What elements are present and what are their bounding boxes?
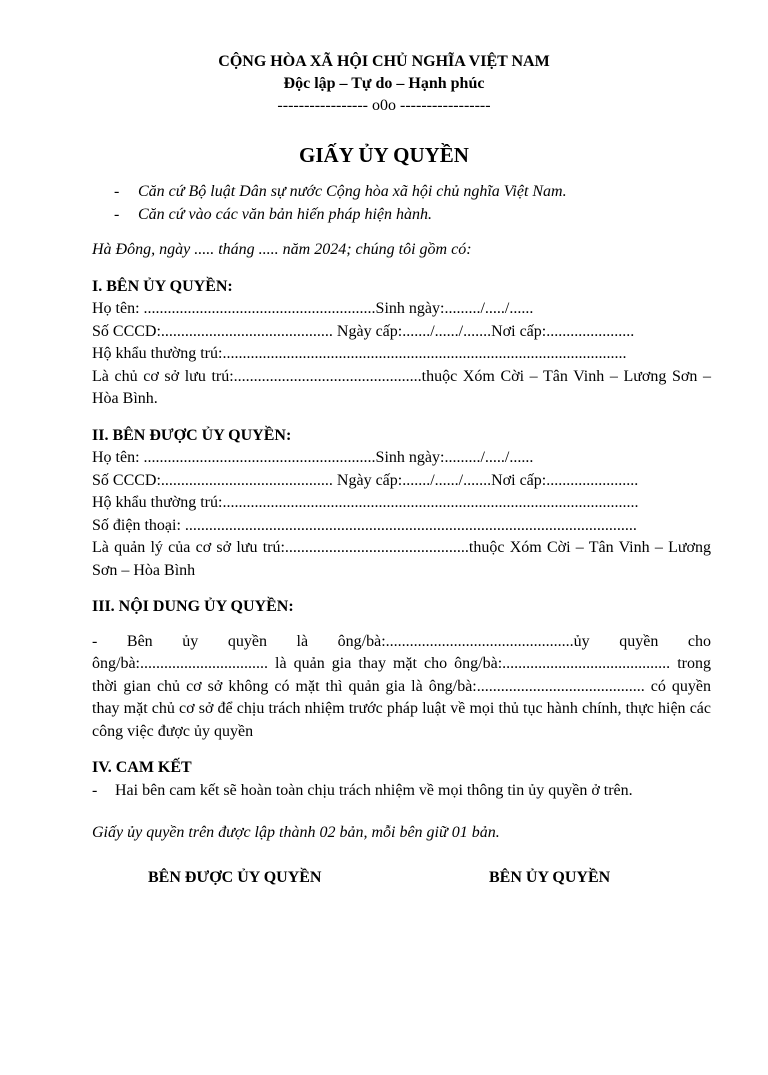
- section-authorized-party: [92, 425, 711, 583]
- name-field: Họ tên: ..........................................................Sinh ngày:........./...../......: [92, 300, 534, 317]
- document-header: [57, 51, 711, 117]
- motto: Độc lập – Tự do – Hạnh phúc: [283, 75, 485, 92]
- residence-field: Hộ khẩu thường trú:.....................................................................................................: [92, 345, 627, 362]
- section-heading: IV. CAM KẾT: [92, 759, 192, 776]
- closing-statement: Giấy ủy quyền trên được lập thành 02 bản, mỗi bên giữ 01 bản.: [92, 824, 500, 841]
- id-card-field: Số CCCD:........................................... Ngày cấp:......./....../.......Nơi cấp:.......................: [92, 471, 639, 489]
- authorization-content-text: - Bên ủy quyền là ông/bà:...............................................ủy quyền cho ông/bà:................................ là quản gia thay mặt cho ông/bà:.......................................... trong thời gian chủ cơ sở không có mặt thì quản gia là ông/bà:.......................................... có quyền thay mặt chủ cơ sở để chịu trách nhiệm trước pháp luật về mọi thủ tục hành chính, thực hiện các công việc được ủy quyền: [92, 632, 711, 740]
- id-card-field: Số CCCD:........................................... Ngày cấp:......./....../.......Nơi cấp:......................: [92, 322, 635, 340]
- bullet-dash: -: [114, 205, 120, 223]
- signature-authorizing-party: BÊN ỦY QUYỀN: [489, 868, 611, 886]
- commitment-item: [92, 780, 711, 803]
- signature-block: [92, 867, 711, 891]
- owner-field: Là chủ cơ sở lưu trú:...............................................thuộc Xóm Cời – Tân Vinh – Lương Sơn – Hòa Bình.: [92, 367, 711, 407]
- section-authorization-content: [92, 596, 711, 743]
- commitment-text: Hai bên cam kết sẽ hoàn toàn chịu trách nhiệm về mọi thông tin ủy quyền ở trên.: [115, 781, 633, 799]
- legal-basis-item: [92, 181, 711, 204]
- legal-basis-item: [92, 204, 711, 227]
- phone-field: Số điện thoại: .................................................................................................................: [92, 516, 637, 534]
- manager-field: Là quản lý của cơ sở lưu trú:..............................................thuộc Xóm Cời – Tân Vinh – Lương Sơn – Hòa Bình: [92, 539, 711, 579]
- section-heading: II. BÊN ĐƯỢC ỦY QUYỀN:: [92, 426, 292, 444]
- document-page: [0, 51, 768, 1075]
- section-authorizing-party: [92, 276, 711, 411]
- bullet-dash: -: [92, 781, 98, 799]
- legal-basis-text: Căn cứ vào các văn bản hiến pháp hiện hành.: [138, 205, 432, 223]
- section-commitment: [92, 757, 711, 802]
- residence-field: Hộ khẩu thường trú:........................................................................................................: [92, 494, 639, 511]
- legal-basis-text: Căn cứ Bộ luật Dân sự nước Cộng hòa xã hội chủ nghĩa Việt Nam.: [138, 183, 567, 200]
- section-heading: III. NỘI DUNG ỦY QUYỀN:: [92, 598, 294, 615]
- date-place-line: Hà Đông, ngày ..... tháng ..... năm 2024; chúng tôi gồm có:: [92, 241, 472, 258]
- national-title: CỘNG HÒA XÃ HỘI CHỦ NGHĨA VIỆT NAM: [218, 53, 550, 70]
- legal-basis-list: [92, 181, 711, 226]
- document-title: GIẤY ỦY QUYỀN: [299, 143, 469, 167]
- section-heading: I. BÊN ỦY QUYỀN:: [92, 277, 233, 295]
- bullet-dash: -: [114, 183, 120, 200]
- name-field: Họ tên: ..........................................................Sinh ngày:........./...../......: [92, 449, 534, 466]
- header-separator: ----------------- o0o -----------------: [277, 97, 491, 114]
- signature-authorized-party: BÊN ĐƯỢC ỦY QUYỀN: [148, 868, 322, 886]
